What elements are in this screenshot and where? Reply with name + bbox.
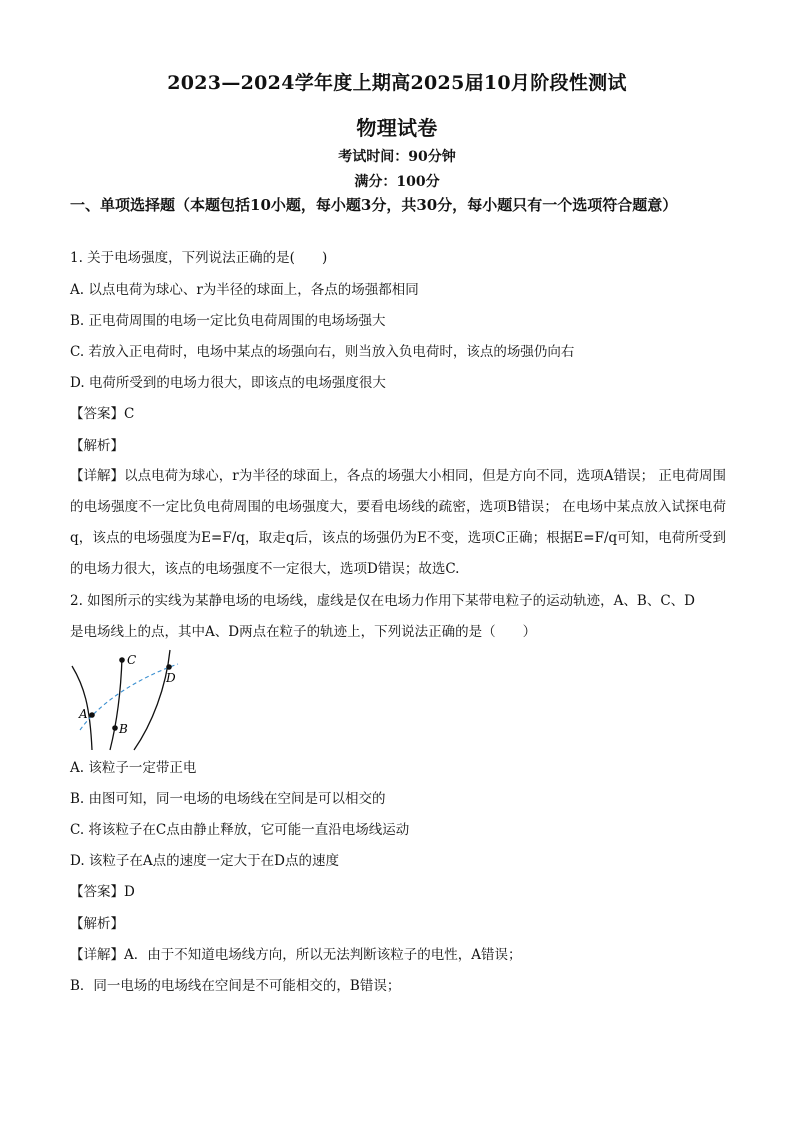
q2-option-c: C. 将该粒子在C点由静止释放，它可能一直沿电场线运动 bbox=[70, 822, 410, 838]
q2-option-b: B. 由图可知，同一电场的电场线在空间是可以相交的 bbox=[70, 791, 386, 807]
point-d bbox=[166, 664, 172, 670]
q1-analysis-label: 【解析】 bbox=[70, 438, 124, 454]
point-b bbox=[112, 725, 118, 731]
full-score: 满分：100分 bbox=[354, 174, 440, 190]
q2-detail-b: B．同一电场的电场线在空间是不可能相交的，B错误； bbox=[70, 978, 401, 994]
q2-option-d: D. 该粒子在A点的速度一定大于在D点的速度 bbox=[70, 853, 339, 869]
q1-option-c: C. 若放入正电荷时，电场中某点的场强向右，则当放入负电荷时，该点的场强仍向右 bbox=[70, 344, 575, 360]
particle-trajectory bbox=[80, 664, 178, 730]
field-line-middle bbox=[110, 658, 122, 750]
exam-time: 考试时间：90分钟 bbox=[338, 149, 456, 165]
q2-stem-line1: 2. 如图所示的实线为某静电场的电场线，虚线是仅在电场力作用下某带电粒子的运动轨迹，A、B、C、D bbox=[70, 593, 695, 609]
section-heading: 一、单项选择题（本题包括10小题，每小题3分，共30分，每小题只有一个选项符合题意） bbox=[70, 196, 678, 214]
label-c: C bbox=[127, 653, 137, 667]
q1-answer: 【答案】C bbox=[70, 406, 135, 422]
point-a bbox=[89, 712, 95, 718]
q2-detail-a: 【详解】A．由于不知道电场线方向，所以无法判断该粒子的电性，A错误； bbox=[70, 947, 522, 963]
q2-stem-line2: 是电场线上的点，其中A、D两点在粒子的轨迹上，下列说法正确的是（ ） bbox=[70, 624, 537, 640]
q1-stem: 1. 关于电场强度，下列说法正确的是( ) bbox=[70, 250, 328, 266]
label-d: D bbox=[166, 671, 176, 685]
q1-option-d: D. 电荷所受到的电场力很大，即该点的电场强度很大 bbox=[70, 375, 386, 391]
q1-detail: 【详解】以点电荷为球心，r为半径的球面上，各点的场强大小相同，但是方向不同，选项A错误； 正电荷周围的电场强度不一定比负电荷周围的电场强度大，要看电场线的疏密，选项B错误； 在电场中某点放入试探电荷q，该点的电场强度为E=F/q，取走q后，该点的场强仍为E不变，选项C正确；根据E=F/q可知，电荷所受到的电场力很大，该点的电场强度不一定很大，选项D错误；故选C. bbox=[70, 468, 726, 577]
label-b: B bbox=[119, 722, 128, 736]
electric-field-figure bbox=[66, 644, 196, 752]
label-a: A bbox=[79, 707, 88, 721]
point-c bbox=[119, 657, 125, 663]
q1-option-b: B. 正电荷周围的电场一定比负电荷周围的电场场强大 bbox=[70, 313, 386, 329]
q2-answer: 【答案】D bbox=[70, 884, 135, 900]
field-line-right bbox=[134, 650, 170, 750]
q2-analysis-label: 【解析】 bbox=[70, 916, 124, 932]
exam-title: 2023—2024学年度上期高2025届10月阶段性测试 bbox=[167, 72, 627, 94]
exam-subject: 物理试卷 bbox=[356, 116, 438, 140]
q1-option-a: A. 以点电荷为球心、r为半径的球面上，各点的场强都相同 bbox=[70, 282, 419, 298]
q2-option-a: A. 该粒子一定带正电 bbox=[70, 760, 197, 776]
